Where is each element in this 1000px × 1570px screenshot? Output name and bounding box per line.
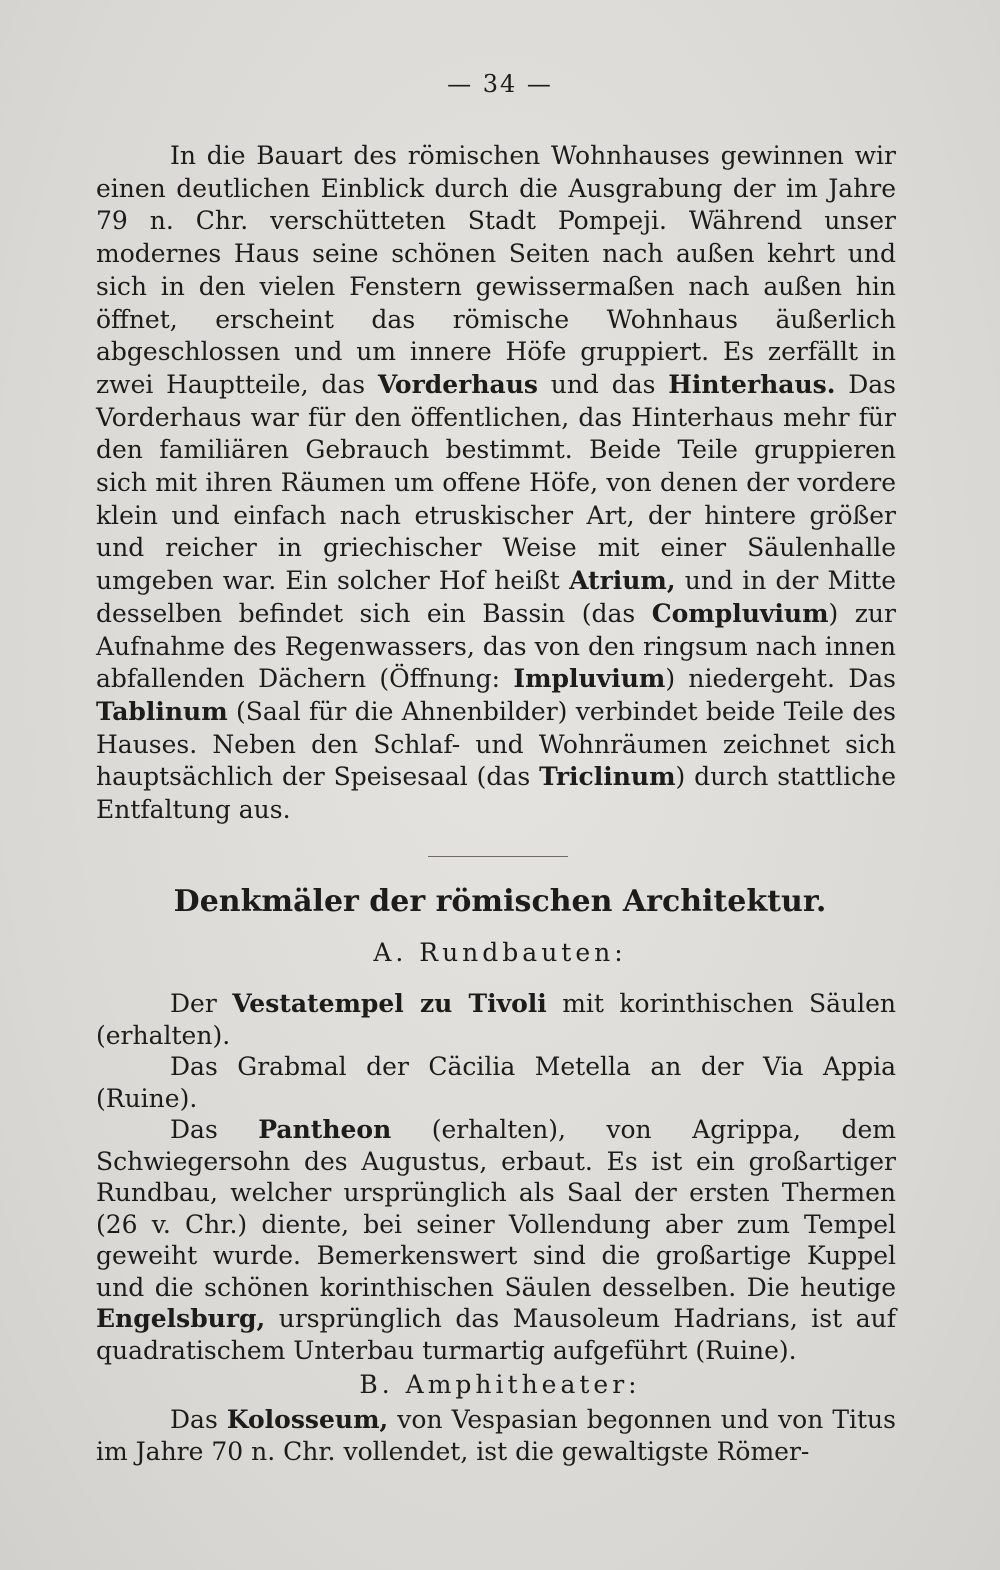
entry-kolosseum bbox=[96, 1404, 896, 1468]
page-number: — 34 — bbox=[447, 70, 553, 98]
text-run: ) durch stattliche Entfaltung aus. bbox=[96, 762, 896, 825]
amphitheater-list bbox=[96, 1404, 896, 1468]
text-run: (Saal für die Ahnenbilder) verbindet beide Teile des Hauses. Neben den Schlaf- und Wohnräumen zeichnet sich hauptsächlich der Speisesaal (das bbox=[96, 696, 896, 792]
term-vorderhaus: Vorderhaus bbox=[377, 369, 538, 399]
text-run: Das Grabmal der Cäcilia Metella an der Via Appia (Ruine). bbox=[96, 1052, 896, 1113]
entry-vestatempel bbox=[96, 988, 896, 1051]
section-divider bbox=[428, 856, 568, 857]
term-atrium: Atrium, bbox=[569, 566, 676, 596]
text-run: mit korinthischen Säulen (erhalten). bbox=[96, 989, 896, 1050]
term-impluvium: Impluvium bbox=[513, 664, 666, 694]
term-vestatempel: Vestatempel zu Tivoli bbox=[232, 989, 547, 1018]
intro-paragraph bbox=[96, 140, 896, 827]
text-run: (erhalten), von Agrippa, dem Schwiegersohn des Augustus, erbaut. Es ist ein großartiger Rundbau, welcher ursprünglich als Saal der ersten Thermen (26 v. Chr.) diente, bei seiner Vollendung aber zum Tempel geweiht wurde. Bemerkenswert sind die großartige Kuppel und die schönen korinthischen Säulen desselben. Die heutige bbox=[96, 1115, 897, 1302]
rundbauten-list bbox=[96, 988, 896, 1366]
term-compluvium: Compluvium bbox=[651, 598, 829, 628]
section-title: Denkmäler der römischen Architektur. bbox=[173, 884, 827, 919]
text-run: von Vespasian begonnen und von Titus im Jahre 70 n. Chr. vollendet, ist die gewaltigste Römer- bbox=[96, 1405, 896, 1466]
text-run: und in der Mitte desselben befindet sich ein Bassin (das bbox=[96, 566, 896, 628]
term-hinterhaus: Hinterhaus. bbox=[668, 369, 836, 399]
text-run: Das bbox=[170, 1115, 259, 1144]
term-engelsburg: Engelsburg, bbox=[96, 1304, 266, 1333]
text-run: Der bbox=[170, 989, 233, 1018]
text-run: ) zur Aufnahme des Regenwassers, das von den ringsum nach innen abfallenden Dächern (Öffnung: bbox=[96, 598, 896, 694]
entry-grabmal bbox=[96, 1051, 896, 1114]
text-run: Das Vorderhaus war für den öffentlichen, das Hinterhaus mehr für den familiären Gebrauch bestimmt. Beide Teile gruppieren sich mit ihren Räumen um offene Höfe, von denen der vordere klein und einfach nach etruskischer Art, der hintere größer und reicher in griechischer Weise mit einer Säulenhalle umgeben war. Ein solcher Hof heißt bbox=[96, 369, 896, 596]
subheading-amphitheater: B. Amphitheater: bbox=[359, 1370, 641, 1399]
term-triclinum: Triclinum bbox=[539, 762, 676, 792]
text-run: In die Bauart des römischen Wohnhauses gewinnen wir einen deutlichen Einblick durch die Ausgrabung der im Jahre 79 n. Chr. verschütteten Stadt Pompeji. Während unser modernes Haus seine schönen Seiten nach außen kehrt und sich in den vielen Fenstern gewissermaßen nach außen hin öffnet, erscheint das römische Wohnhaus äußerlich abgeschlossen und um innere Höfe gruppiert. Es zerfällt in zwei Hauptteile, das bbox=[96, 141, 896, 399]
term-pantheon: Pantheon bbox=[258, 1115, 392, 1144]
subheading-rundbauten: A. Rundbauten: bbox=[373, 938, 627, 967]
text-run: und das bbox=[537, 369, 669, 399]
term-kolosseum: Kolosseum, bbox=[226, 1405, 389, 1434]
entry-pantheon bbox=[96, 1114, 896, 1366]
text-run: ursprünglich das Mausoleum Hadrians, ist auf quadratischem Unterbau turmartig aufgeführt (Ruine). bbox=[96, 1304, 896, 1365]
text-run: Das bbox=[170, 1405, 227, 1434]
intro-text bbox=[96, 140, 896, 827]
term-tablinum: Tablinum bbox=[96, 696, 228, 726]
text-run: ) niedergeht. Das bbox=[665, 664, 896, 694]
